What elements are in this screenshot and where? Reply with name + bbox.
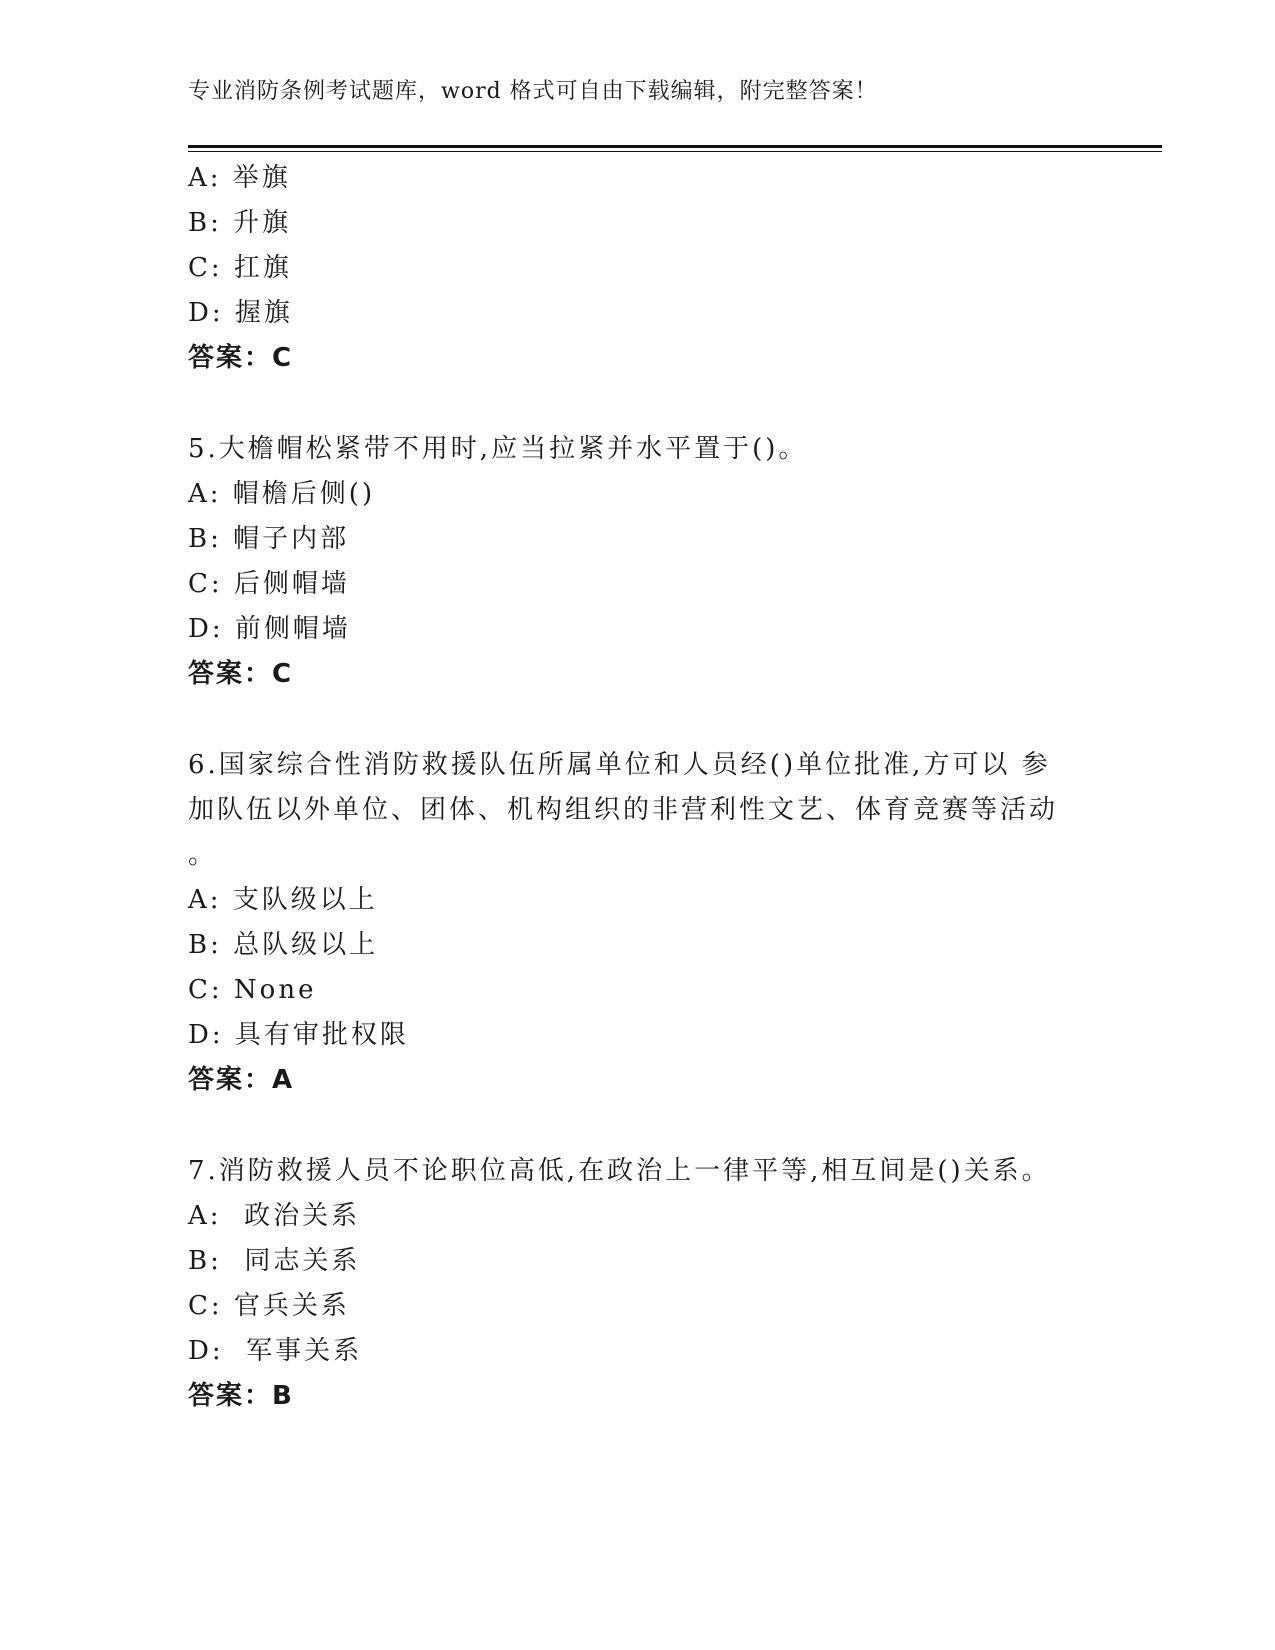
q7-option-d: D: 军事关系 [188,1336,363,1366]
header-rule-thin [188,151,1162,152]
q5-question: 5.大檐帽松紧带不用时,应当拉紧并水平置于()。 [188,434,808,464]
q7-option-b: B: 同志关系 [188,1246,361,1276]
q6-option-c: C: None [188,975,317,1005]
q7-question: 7.消防救援人员不论职位高低,在政治上一律平等,相互间是()关系。 [188,1156,1051,1186]
q5-answer: 答案：C [188,659,294,689]
q7-option-c: C: 官兵关系 [188,1291,350,1321]
q6-option-d: D: 具有审批权限 [188,1020,409,1050]
q5-option-b: B: 帽子内部 [188,524,350,554]
q5-option-a: A: 帽檐后侧() [188,479,376,509]
q6-answer: 答案：A [188,1065,295,1095]
q4-answer: 答案：C [188,343,294,373]
q4-option-b: B: 升旗 [188,208,292,238]
q4-option-d: D: 握旗 [188,298,293,328]
q4-option-c: C: 扛旗 [188,253,292,283]
q6-question-line-1: 6.国家综合性消防救援队伍所属单位和人员经()单位批准,方可以 参 [188,750,1051,780]
header-rule-thick [188,145,1162,148]
q7-option-a: A: 政治关系 [188,1201,361,1231]
page-header: 专业消防条例考试题库，word 格式可自由下载编辑，附完整答案！ [188,79,878,104]
q6-option-a: A: 支队级以上 [188,885,378,915]
q6-question-line-2: 加队伍以外单位、团体、机构组织的非营利性文艺、体育竞赛等活动 [188,795,1059,825]
q5-option-d: D: 前侧帽墙 [188,614,351,644]
q6-option-b: B: 总队级以上 [188,930,379,960]
q5-option-c: C: 后侧帽墙 [188,569,350,599]
q7-answer: 答案：B [188,1381,294,1411]
q4-option-a: A: 举旗 [188,163,291,193]
q6-question-line-3: 。 [188,840,218,870]
